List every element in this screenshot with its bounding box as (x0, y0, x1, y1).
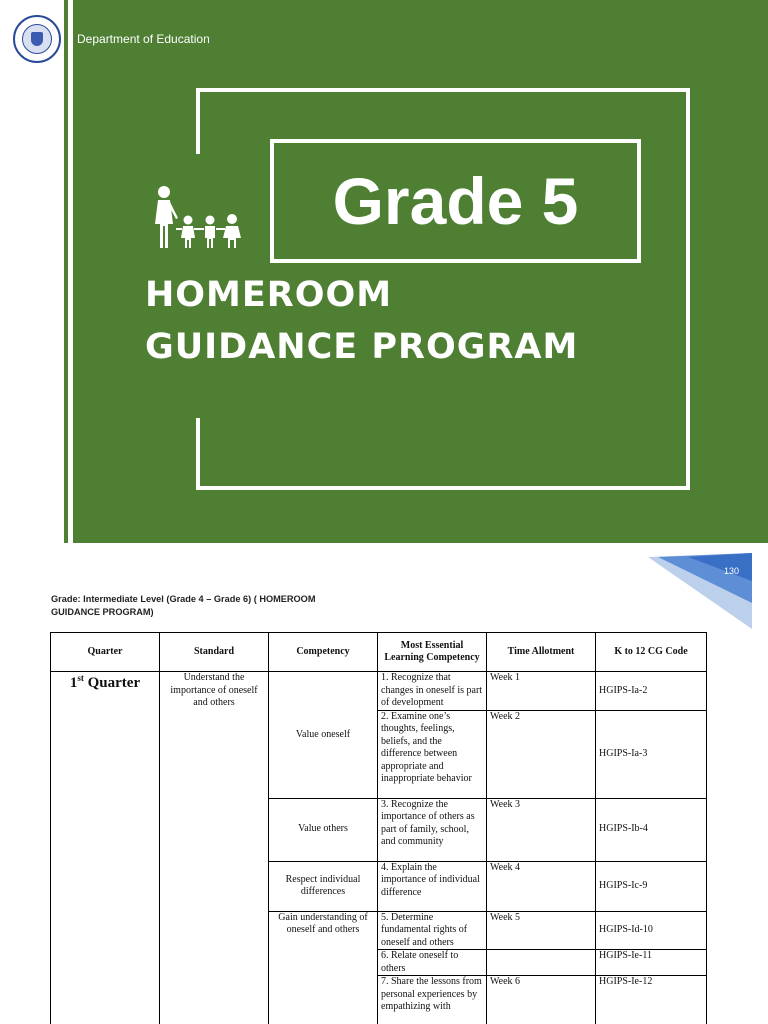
time-cell: Week 2 (487, 710, 596, 798)
melc-cell: 2. Examine one’s thoughts, feelings, beliefs, and the difference between appropriate and inappropriate behavior (378, 710, 487, 798)
grade-level-line2: GUIDANCE PROGRAM) (51, 607, 154, 617)
program-title-line1: HOMEROOM (145, 275, 393, 315)
code-cell: HGIPS-Ie-11 (596, 950, 707, 976)
standard-cell: Understand the importance of oneself and others (160, 672, 269, 1024)
program-title-line2: GUIDANCE PROGRAM (145, 327, 579, 367)
curriculum-table (50, 632, 707, 1024)
header-cg-code: K to 12 CG Code (596, 633, 707, 672)
family-icon (148, 184, 244, 250)
cover-frame-left-top (196, 88, 200, 154)
page-number: 130 (724, 566, 740, 576)
header-competency: Competency (269, 633, 378, 672)
header-standard: Standard (160, 633, 269, 672)
code-cell: HGIPS-Ia-2 (596, 672, 707, 711)
melc-cell: 7. Share the lessons from personal experiences by empathizing with (378, 976, 487, 1024)
grade-title: Grade 5 (332, 164, 579, 238)
cover-stripe (68, 0, 73, 543)
competency-value-oneself: Value oneself (269, 672, 378, 799)
grade-level-line1: Grade: Intermediate Level (Grade 4 – Grade 6) ( HOMEROOM (51, 594, 316, 604)
cover-frame-right (686, 88, 690, 490)
code-cell: HGIPS-Ib-4 (596, 798, 707, 861)
cover-frame-bottom (196, 486, 690, 490)
header-melc: Most Essential Learning Competency (378, 633, 487, 672)
quarter-cell (51, 672, 160, 1024)
quarter-suffix: st (77, 673, 84, 683)
cover-divider (64, 0, 67, 543)
table-row (51, 672, 707, 711)
grade-level-heading (51, 593, 371, 619)
code-cell: HGIPS-Ie-12 (596, 976, 707, 1024)
code-cell: HGIPS-Ia-3 (596, 710, 707, 798)
competency-gain-understanding: Gain understanding of oneself and others (269, 911, 378, 1024)
competency-respect-differences: Respect individual differences (269, 861, 378, 911)
time-cell: Week 6 (487, 976, 596, 1024)
table-header-row (51, 633, 707, 672)
time-cell (487, 950, 596, 976)
page-corner-decoration (648, 553, 752, 629)
melc-cell: 6. Relate oneself to others (378, 950, 487, 976)
code-cell: HGIPS-Id-10 (596, 911, 707, 950)
grade-box (270, 139, 641, 263)
header-time-allotment: Time Allotment (487, 633, 596, 672)
time-cell: Week 4 (487, 861, 596, 911)
melc-cell: 3. Recognize the importance of others as part of family, school, and community (378, 798, 487, 861)
quarter-label: Quarter (83, 675, 141, 691)
department-label: Department of Education (77, 32, 210, 46)
cover-frame-left-bottom (196, 418, 200, 490)
deped-seal-icon (13, 15, 61, 63)
melc-cell: 4. Explain the importance of individual difference (378, 861, 487, 911)
quarter-number: 1 (69, 675, 78, 691)
time-cell: Week 5 (487, 911, 596, 950)
melc-cell: 1. Recognize that changes in oneself is part of development (378, 672, 487, 711)
header-quarter: Quarter (51, 633, 160, 672)
time-cell: Week 1 (487, 672, 596, 711)
cover-left-band (0, 0, 64, 543)
melc-cell: 5. Determine fundamental rights of oneself and others (378, 911, 487, 950)
competency-value-others: Value others (269, 798, 378, 861)
time-cell: Week 3 (487, 798, 596, 861)
code-cell: HGIPS-Ic-9 (596, 861, 707, 911)
cover-frame (196, 88, 690, 92)
